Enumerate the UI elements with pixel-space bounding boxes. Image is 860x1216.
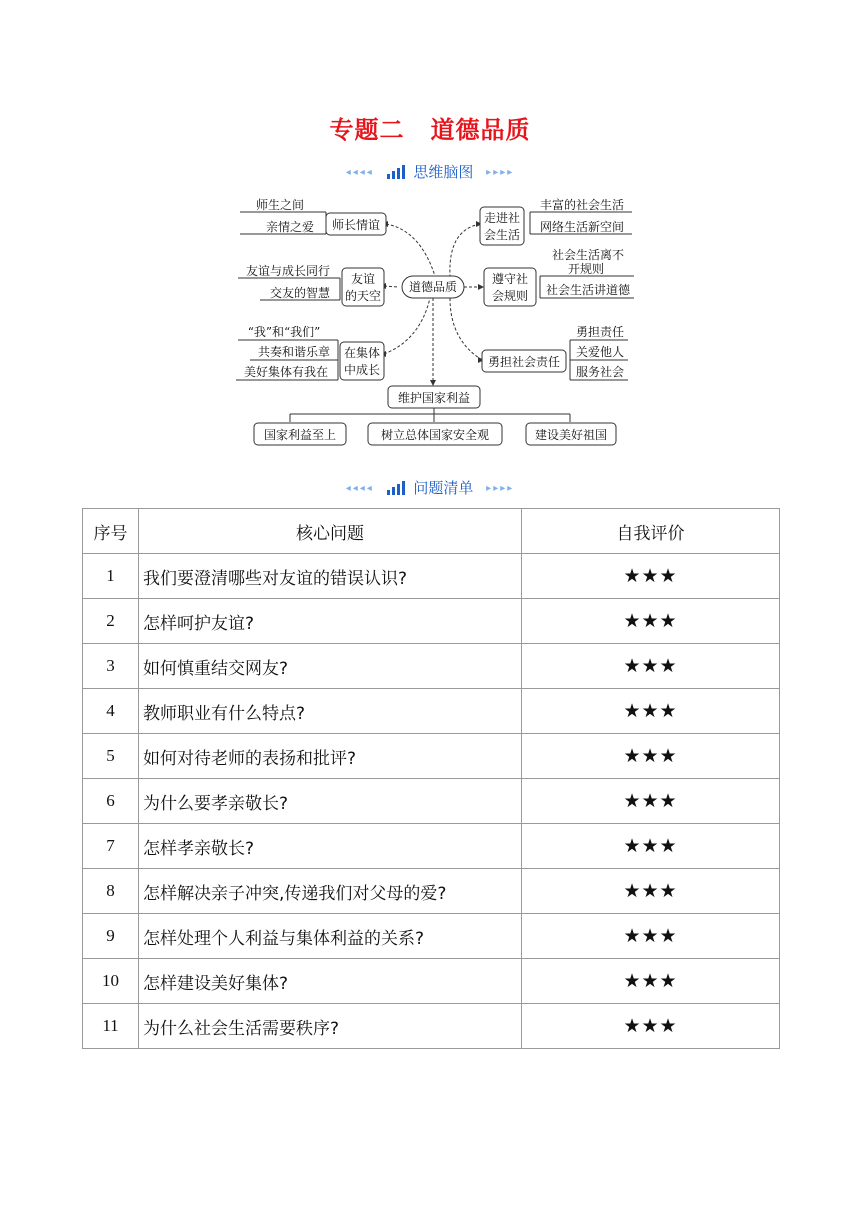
questions-section-header (0, 477, 860, 498)
right-arrow-decoration-icon: ▸▸▸▸ (486, 167, 515, 178)
row-number: 1 (83, 554, 139, 599)
left-1-item-1: 师生之间 (255, 198, 305, 212)
right-3-node-label: 勇担社会责任 (487, 355, 561, 369)
row-rating: ★★★ (522, 824, 780, 869)
right-1-item-1: 丰富的社会生活 (539, 198, 625, 212)
row-rating: ★★★ (522, 734, 780, 779)
left-3-item-1: “我”和“我们” (247, 325, 321, 339)
right-2-item-2: 开规则 (567, 262, 605, 276)
right-arrow-decoration-icon: ▸▸▸▸ (486, 483, 515, 494)
questions-header-label: 问题清单 (413, 479, 474, 497)
row-number: 10 (83, 959, 139, 1004)
left-2-node-line-1: 友谊 (350, 272, 376, 286)
row-number: 6 (83, 779, 139, 824)
row-number: 7 (83, 824, 139, 869)
right-1-node-line-1: 走进社 (483, 211, 521, 225)
left-3-item-2: 共奏和谐乐章 (257, 345, 331, 359)
row-rating: ★★★ (522, 644, 780, 689)
title-part1: 专题二 (329, 116, 405, 144)
header-number: 序号 (83, 509, 139, 554)
page-title (0, 110, 860, 145)
right-2-node-line-2: 会规则 (491, 289, 529, 303)
bar-chart-icon (387, 481, 405, 495)
bar-chart-icon (387, 165, 405, 179)
row-number: 9 (83, 914, 139, 959)
table-row (83, 779, 780, 824)
row-number: 8 (83, 869, 139, 914)
mindmap-header-label: 思维脑图 (413, 163, 474, 181)
row-question: 怎样建设美好集体? (139, 959, 522, 1004)
table-row (83, 599, 780, 644)
table-row (83, 959, 780, 1004)
row-rating: ★★★ (522, 869, 780, 914)
mindmap-section-header (0, 161, 860, 182)
left-2-item-2: 交友的智慧 (269, 286, 331, 300)
row-number: 3 (83, 644, 139, 689)
row-number: 4 (83, 689, 139, 734)
row-question: 为什么社会生活需要秩序? (139, 1004, 522, 1049)
right-3-item-1: 勇担责任 (575, 325, 625, 339)
title-part2: 道德品质 (430, 116, 531, 144)
row-rating: ★★★ (522, 599, 780, 644)
row-question: 如何慎重结交网友? (139, 644, 522, 689)
right-1-item-2: 网络生活新空间 (539, 220, 625, 234)
row-question: 怎样解决亲子冲突,传递我们对父母的爱? (139, 869, 522, 914)
row-number: 11 (83, 1004, 139, 1049)
table-row (83, 644, 780, 689)
left-2-item-1: 友谊与成长同行 (245, 264, 331, 278)
bottom-item-2: 树立总体国家安全观 (380, 428, 490, 442)
bottom-item-1: 国家利益至上 (263, 428, 337, 442)
row-rating: ★★★ (522, 554, 780, 599)
row-rating: ★★★ (522, 959, 780, 1004)
row-rating: ★★★ (522, 779, 780, 824)
left-3-node-line-1: 在集体 (343, 346, 381, 360)
table-row (83, 824, 780, 869)
row-rating: ★★★ (522, 689, 780, 734)
header-self-evaluation: 自我评价 (522, 509, 780, 554)
bottom-item-3: 建设美好祖国 (534, 428, 608, 442)
right-2-item-1: 社会生活离不 (551, 248, 625, 262)
mind-map (230, 190, 640, 452)
left-3-node-line-2: 中成长 (343, 363, 381, 377)
row-number: 2 (83, 599, 139, 644)
row-question: 如何对待老师的表扬和批评? (139, 734, 522, 779)
row-question: 怎样处理个人利益与集体利益的关系? (139, 914, 522, 959)
row-rating: ★★★ (522, 914, 780, 959)
left-1-node-label: 师长情谊 (331, 218, 381, 232)
row-number: 5 (83, 734, 139, 779)
left-arrow-decoration-icon: ◂◂◂◂ (345, 483, 374, 494)
row-question: 怎样呵护友谊? (139, 599, 522, 644)
right-3-item-3: 服务社会 (575, 365, 625, 379)
row-question: 怎样孝亲敬长? (139, 824, 522, 869)
table-row (83, 554, 780, 599)
right-3-item-2: 关爱他人 (575, 345, 625, 359)
right-2-item-3: 社会生活讲道德 (545, 283, 631, 297)
table-row (83, 914, 780, 959)
table-row (83, 869, 780, 914)
header-question: 核心问题 (139, 509, 522, 554)
right-2-node-line-1: 遵守社 (491, 272, 529, 286)
row-question: 我们要澄清哪些对友谊的错误认识? (139, 554, 522, 599)
row-question: 教师职业有什么特点? (139, 689, 522, 734)
left-3-item-3: 美好集体有我在 (243, 365, 329, 379)
table-row (83, 689, 780, 734)
table-row (83, 734, 780, 779)
row-question: 为什么要孝亲敬长? (139, 779, 522, 824)
table-header-row (83, 509, 780, 554)
center-node-label: 道德品质 (408, 280, 458, 294)
left-2-node-line-2: 的天空 (344, 289, 382, 303)
left-1-item-2: 亲情之爱 (265, 220, 315, 234)
table-row (83, 1004, 780, 1049)
questions-table (82, 508, 780, 1049)
right-1-node-line-2: 会生活 (483, 228, 521, 242)
bottom-node-label: 维护国家利益 (397, 391, 471, 405)
left-arrow-decoration-icon: ◂◂◂◂ (345, 167, 374, 178)
row-rating: ★★★ (522, 1004, 780, 1049)
